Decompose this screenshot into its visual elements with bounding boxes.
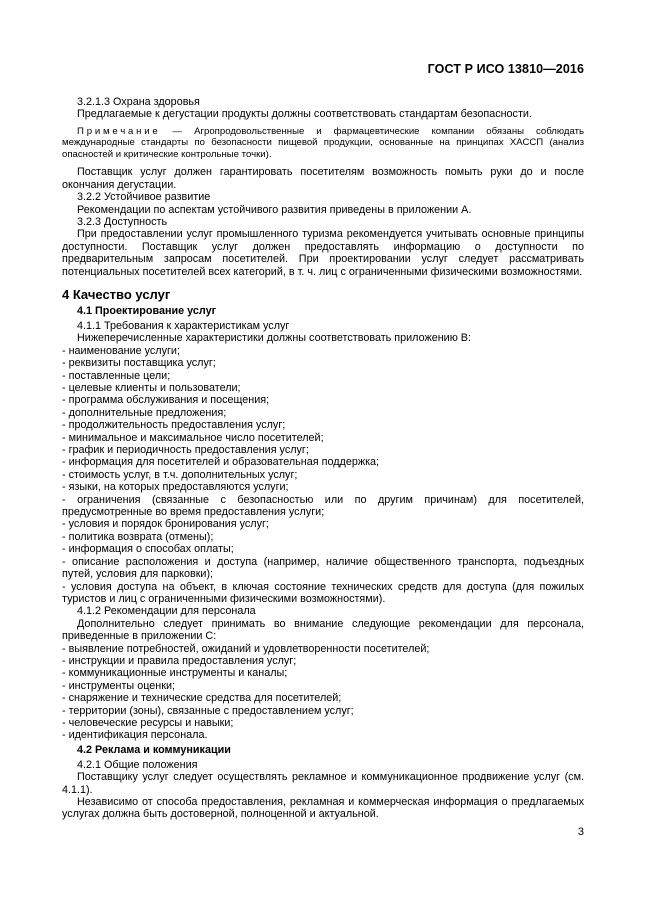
subsection-4-2-1-heading: 4.2.1 Общие положения — [77, 758, 198, 771]
section-4-1-title: 4.1 Проектирование услуг — [77, 304, 217, 317]
list-item: - инструкции и правила предоставления услуг; — [62, 654, 297, 667]
subsection-4-1-1-heading: 4.1.1 Требования к характеристикам услуг — [77, 319, 290, 332]
list-item: - инструменты оценки; — [62, 679, 175, 692]
list-item: - график и периодичность предоставления услуг; — [62, 444, 309, 457]
subsection-3-2-2-heading: 3.2.2 Устойчивое развитие — [77, 191, 211, 204]
list-item: - информация о способах оплаты; — [62, 543, 234, 556]
note-lead: Примечание — [77, 125, 161, 137]
page-body — [62, 96, 584, 821]
commercial-info-text: Независимо от способа предоставления, рекламная и коммерческая информация о предлагаемых услугах должна быть достоверной, полноценной и актуальной. — [62, 796, 584, 821]
advertising-text: Поставщику услуг следует осуществлять рекламное и коммуникационное продвижение услуг (см. 4.1.1). — [62, 771, 584, 796]
list-item: - продолжительность предоставления услуг; — [62, 419, 286, 432]
list-item: - идентификация персонала. — [62, 729, 208, 742]
list-item: - описание расположения и доступа (например, наличие общественного транспорта, подъездных путей, условия для парковки); — [62, 555, 584, 581]
sustainable-development-text: Рекомендации по аспектам устойчивого развития приведены в приложении А. — [77, 203, 472, 216]
list-item: - снаряжение и технические средства для посетителей; — [62, 692, 342, 705]
list-item: - реквизиты поставщика услуг; — [62, 357, 216, 370]
hygiene-text: Поставщик услуг должен гарантировать посетителям возможность помыть руки до и после окончания дегустации. — [62, 166, 584, 191]
list-item: - поставленные цели; — [62, 369, 171, 382]
list-item: - дополнительные предложения; — [62, 406, 227, 419]
staff-recommendations-intro: Дополнительно следует принимать во внимание следующие рекомендации для персонала, приведенные в приложении С: — [62, 617, 584, 643]
list-item: - выявление потребностей, ожиданий и удовлетворенности посетителей; — [62, 642, 430, 655]
list-item: - условия доступа на объект, в ключая состояние технических средств для доступа (для пожилых туристов и лиц с ограниченными физическими возможностями). — [62, 580, 584, 605]
accessibility-text: При предоставлении услуг промышленного туризма рекомендуется учитывать основные принципы доступности. Поставщик услуг должен предоставлять информацию о доступности по предварительным запросам посетителей. При проектировании услуг следует рассматривать потенциальных посетителей всех категорий, в т. ч. лиц с ограниченными физическими возможностями. — [62, 228, 584, 278]
list-item: - наименование услуги; — [62, 344, 180, 357]
requirements-list — [62, 345, 584, 606]
list-item: - стоимость услуг, в т.ч. дополнительных услуг; — [62, 468, 298, 481]
list-item: - человеческие ресурсы и навыки; — [62, 716, 234, 729]
list-item: - условия и порядок бронирования услуг; — [62, 518, 269, 531]
list-item: - политика возврата (отмены); — [62, 530, 214, 543]
subsection-3-2-3-heading: 3.2.3 Доступность — [77, 215, 168, 228]
note-text: — Агропродовольственные и фармацевтические компании обязаны соблюдать международные стандарты по безопасности пищевой продукции, основанные на принципах ХАССП (анализ опасностей и критические контрольные точки). — [62, 125, 584, 160]
list-item: - ограничения (связанные с безопасностью или по другим причинам) для посетителей, предусмотренные во время предоставления услуги; — [62, 493, 584, 519]
section-4-2-title: 4.2 Реклама и коммуникации — [77, 743, 231, 756]
staff-recommendations-list — [62, 643, 584, 742]
subsection-4-1-2-heading: 4.1.2 Рекомендации для персонала — [77, 605, 256, 618]
list-item: - информация для посетителей и образовательная поддержка; — [62, 456, 380, 469]
note-paragraph — [62, 126, 584, 161]
requirements-intro: Нижеперечисленные характеристики должны соответствовать приложению В: — [77, 332, 471, 345]
health-protection-text: Предлагаемые к дегустации продукты должны соответствовать стандартам безопасности. — [77, 108, 532, 121]
list-item: - целевые клиенты и пользователи; — [62, 382, 241, 394]
page-number: 3 — [577, 826, 584, 838]
subsection-3-2-1-3-heading: 3.2.1.3 Охрана здоровья — [77, 96, 200, 108]
list-item: - программа обслуживания и посещения; — [62, 394, 270, 407]
document-header-standard-number: ГОСТ Р ИСО 13810—2016 — [427, 62, 584, 76]
list-item: - территории (зоны), связанные с предоставлением услуг; — [62, 704, 354, 717]
list-item: - языки, на которых предоставляются услуги; — [62, 481, 289, 494]
list-item: - минимальное и максимальное число посетителей; — [62, 431, 324, 444]
list-item: - коммуникационные инструменты и каналы; — [62, 667, 288, 680]
section-4-title: 4 Качество услуг — [62, 286, 171, 302]
